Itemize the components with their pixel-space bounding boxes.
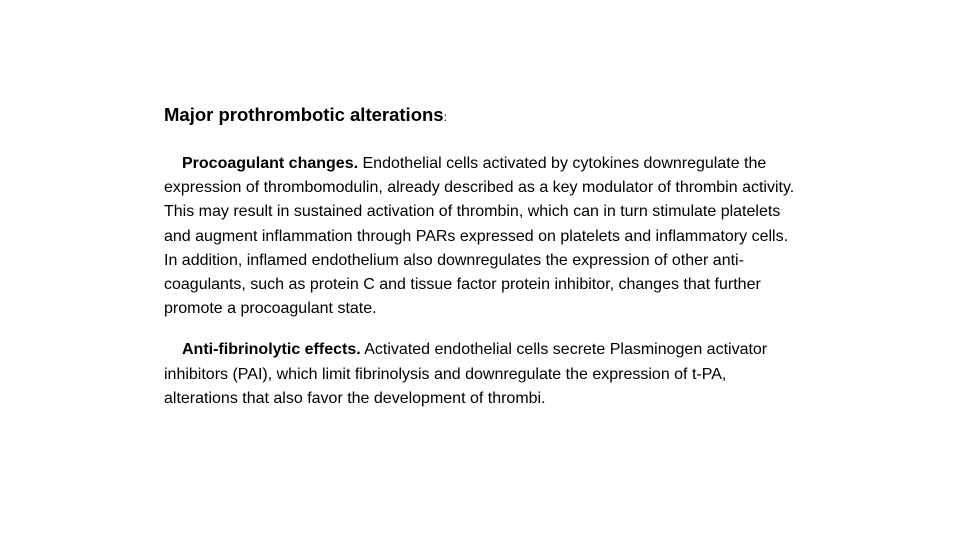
slide-heading-title: Major prothrombotic alterations [164,104,444,125]
paragraph-anti-fibrinolytic-effects [164,338,804,411]
paragraph-procoagulant-changes [164,152,804,321]
slide-content [164,100,804,411]
slide-heading [164,100,804,132]
paragraph-lead: Anti-fibrinolytic effects. [182,341,361,359]
slide-heading-colon: : [443,110,447,124]
paragraph-body: Endothelial cells activated by cytokines downregulate the expression of thrombomodulin, already described as a key modulator of thrombin activity. This may result in sustained activation of thrombin, which can in turn stimulate platelets and augment inflammation through PARs expressed on platelets and inflammatory cells. In addition, inflamed endothelium also downregulates the expression of other anti-coagulants, such as protein C and tissue factor protein inhibitor, changes that further promote a procoagulant state. [164,155,795,318]
paragraph-lead: Procoagulant changes. [182,155,359,172]
paragraph-body: Activated endothelial cells secrete Plasminogen activator inhibitors (PAI), which limit fibrinolysis and downregulate the expression of t-PA, alterations that also favor the development of thrombi. [164,341,768,407]
